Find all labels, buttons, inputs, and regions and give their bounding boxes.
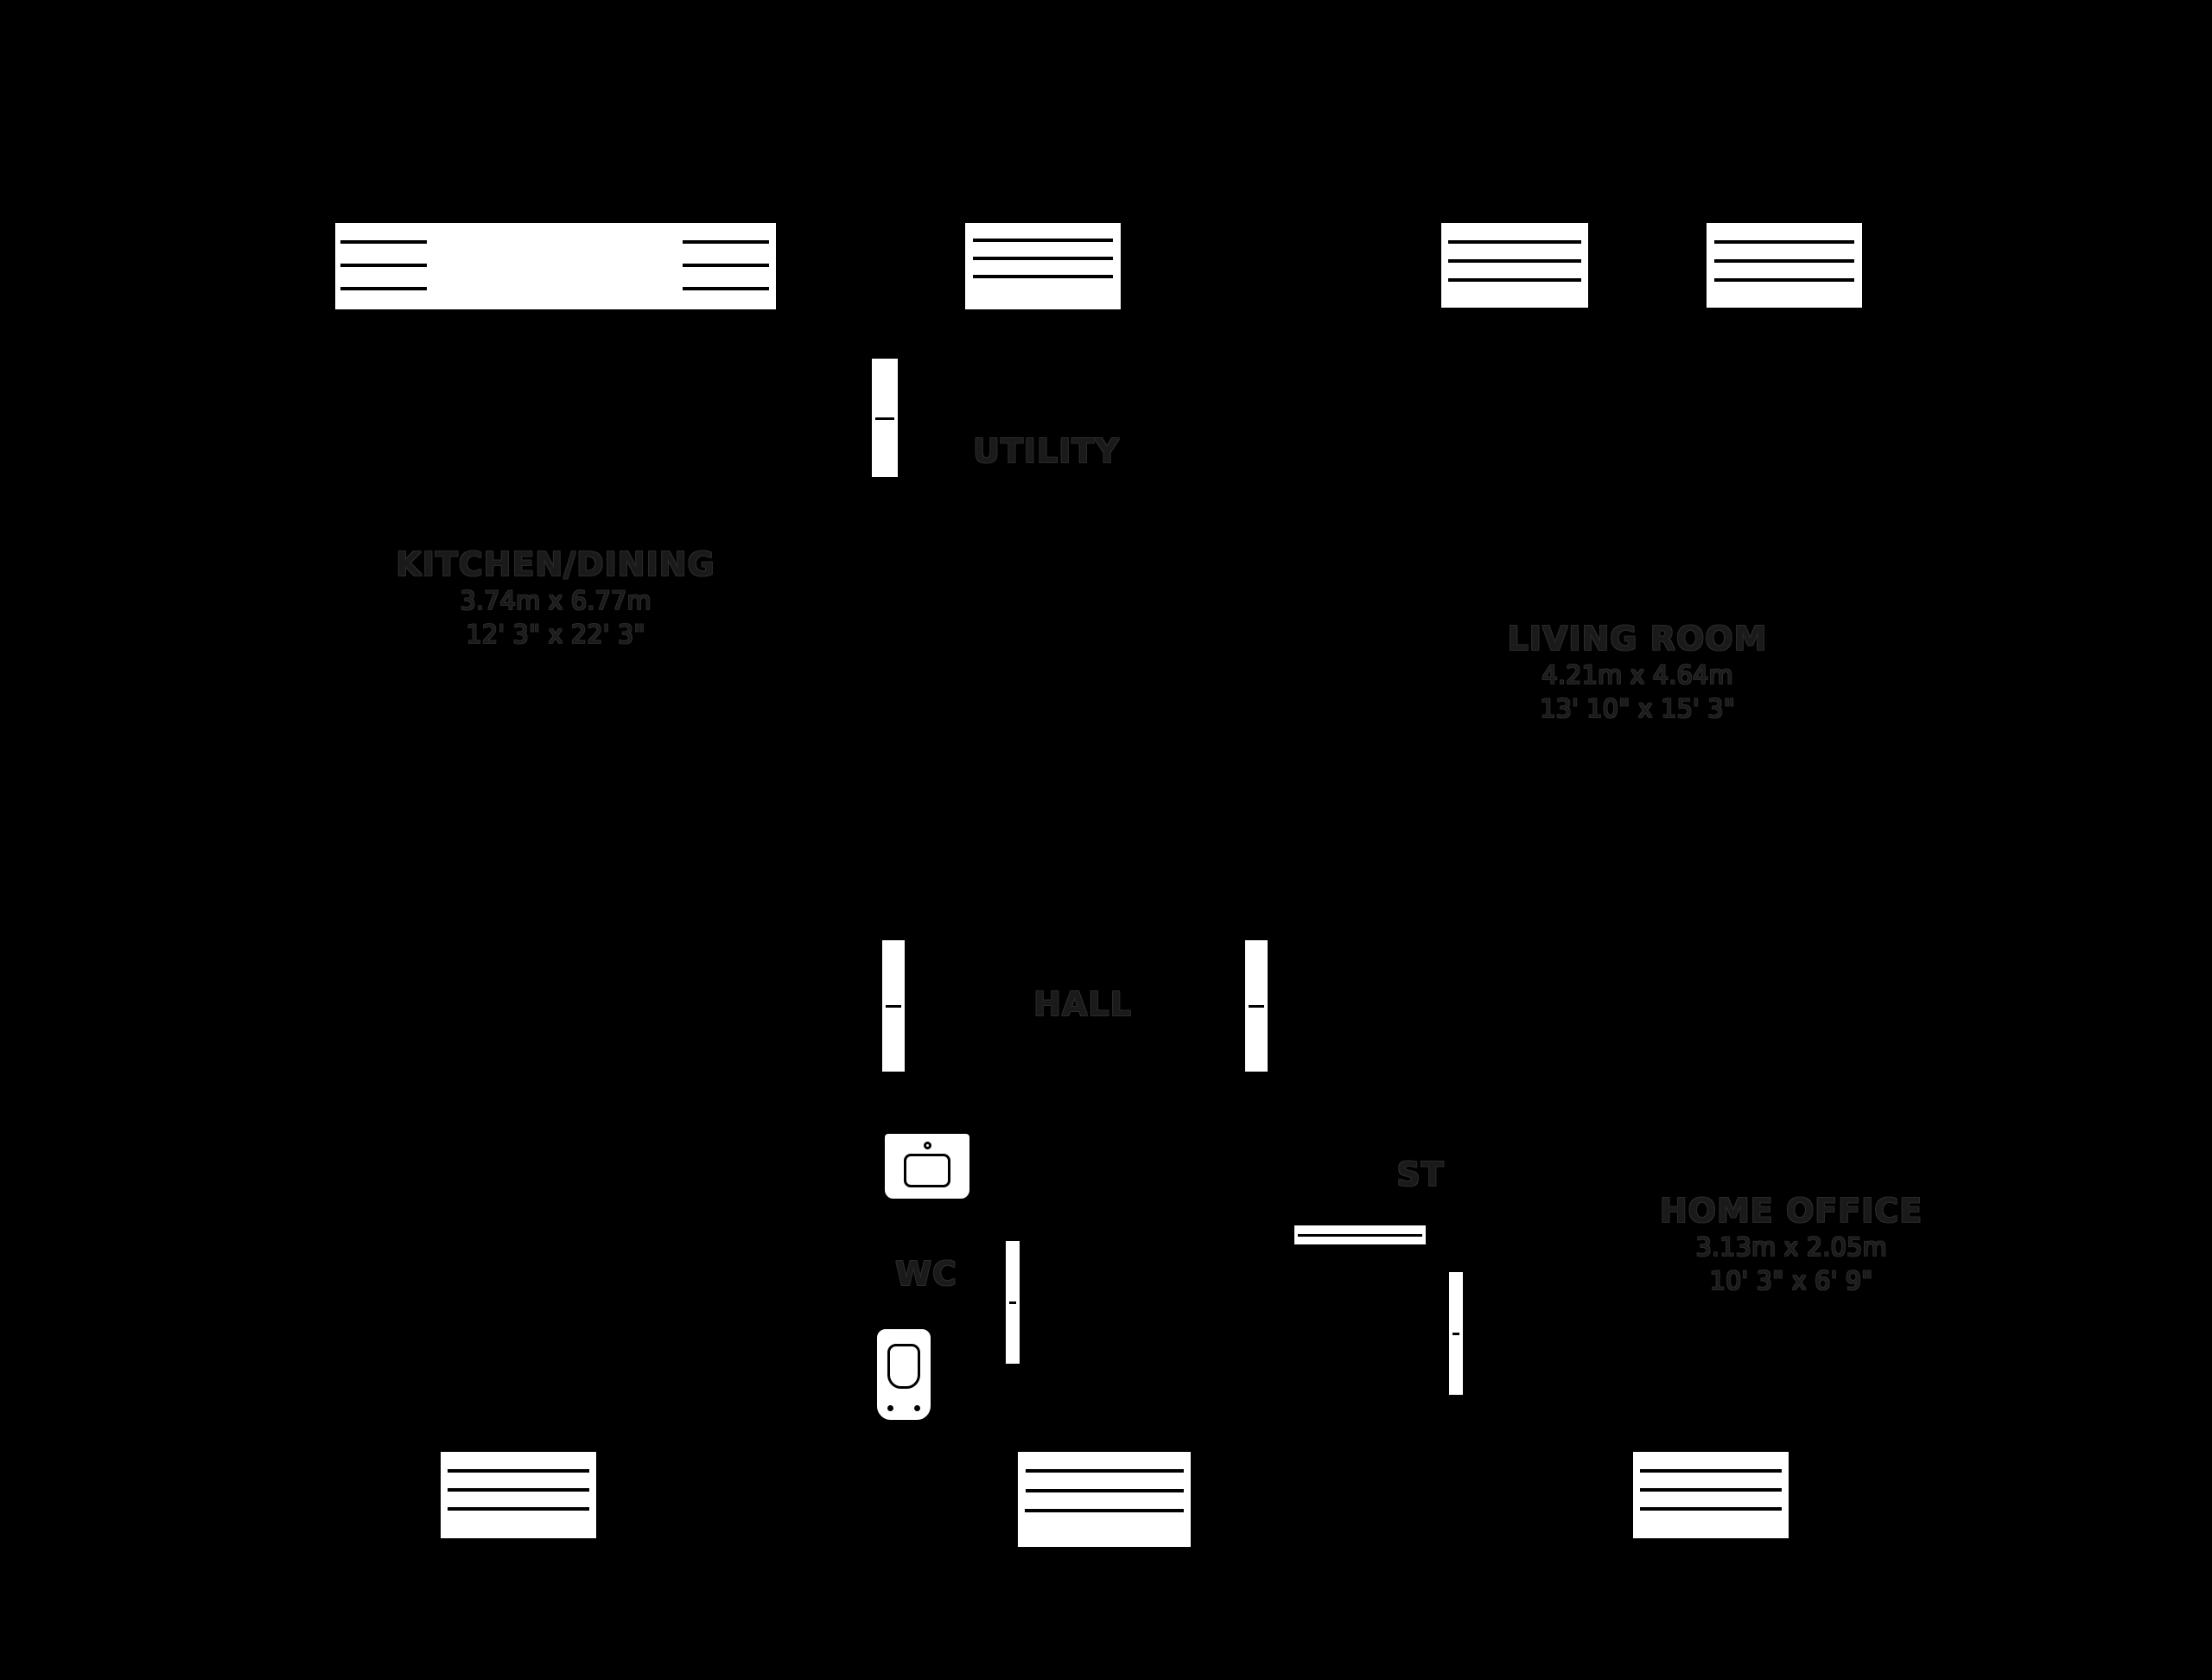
radiator-storage [1291,1222,1429,1248]
room-name-living-room: LIVING ROOM [1507,620,1768,658]
window-living-front-right-glass [1714,240,1854,282]
room-label-storage: ST [1396,1155,1445,1193]
radiator-utility [868,355,901,480]
radiator-hall-right [1242,937,1271,1075]
room-label-wc: WC [895,1255,957,1293]
window-kitchen-front-glass-left [340,240,427,290]
room-name-kitchen-dining: KITCHEN/DINING [396,545,715,583]
wc-seat-icon [887,1344,919,1390]
basin-tap-icon [924,1142,931,1149]
room-dim-imperial-home-office: 10' 3" x 6' 9" [1709,1265,1873,1295]
room-dim-imperial-kitchen-dining: 12' 3" x 22' 3" [466,619,645,649]
window-living-front-left-glass [1448,240,1581,282]
room-label-home-office [1660,1193,1923,1298]
room-name-home-office: HOME OFFICE [1659,1192,1923,1230]
wc-fixing-right-icon [914,1405,920,1411]
window-hall-rear-glass [1025,1469,1184,1512]
radiator-wc [1002,1238,1023,1367]
window-kitchen-rear-glass [448,1469,589,1511]
window-kitchen-front-glass-right [683,240,769,290]
room-label-living-room [1508,620,1768,726]
window-kitchen-front-mullion [560,232,564,275]
room-dim-metric-living-room: 4.21m x 4.64m [1541,659,1733,690]
room-label-kitchen-dining [396,546,715,652]
wc-fixing-left-icon [887,1405,893,1411]
room-dim-metric-home-office: 3.13m x 2.05m [1695,1231,1887,1262]
window-hall-rear-mullion [1021,1460,1026,1500]
window-utility-front-glass [973,239,1113,278]
room-label-hall: HALL [1033,985,1132,1023]
wc-pan [874,1326,934,1423]
radiator-office [1446,1269,1466,1398]
radiator-hall-left [879,937,908,1075]
room-dim-imperial-living-room: 13' 10" x 15' 3" [1540,693,1735,723]
room-dim-metric-kitchen-dining: 3.74m x 6.77m [460,585,652,615]
basin-bowl-icon [904,1154,951,1187]
window-office-rear-glass [1640,1469,1782,1511]
room-label-utility: UTILITY [973,432,1120,470]
wash-basin [881,1130,973,1202]
